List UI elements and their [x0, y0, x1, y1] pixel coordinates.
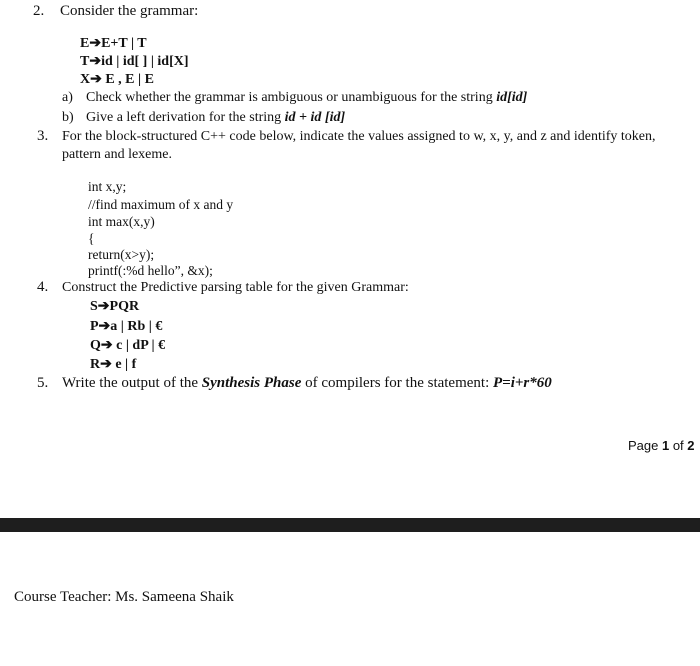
q2a-string: id[id] — [496, 90, 528, 105]
code-line: printf(:%d hello”, &x); — [88, 263, 213, 278]
q2-number: 2. — [33, 3, 45, 19]
q2b-label: b) — [62, 110, 74, 125]
q2a-text: Check whether the grammar is ambiguous or unambiguous for the string id[id] — [86, 90, 528, 105]
code-line: int max(x,y) — [88, 214, 155, 229]
q2b-string: id + id [id] — [284, 110, 346, 125]
q5-statement: P=i+r*60 — [493, 375, 552, 391]
q4-grammar-rule: Q➔ c | dP | € — [90, 338, 166, 353]
code-line: { — [88, 231, 95, 246]
q5-number: 5. — [37, 375, 49, 391]
q4-grammar-rule: S➔PQR — [90, 299, 140, 314]
code-line: return(x>y); — [88, 247, 155, 262]
q2a-label: a) — [62, 90, 73, 105]
q4-grammar-rule: P➔a | Rb | € — [90, 319, 163, 334]
q4-text: Construct the Predictive parsing table for the given Grammar: — [62, 280, 409, 295]
page-break-divider — [0, 518, 700, 532]
q3-number: 3. — [37, 128, 49, 144]
q5-text: Write the output of the Synthesis Phase of compilers for the statement: P=i+r*60 — [62, 375, 552, 391]
code-line: //find maximum of x and y — [88, 197, 234, 212]
q4-grammar-rule: R➔ e | f — [90, 357, 137, 372]
page-number: Page 1 of 2 — [628, 438, 695, 453]
course-teacher: Course Teacher: Ms. Sameena Shaik — [14, 589, 234, 605]
q5-phase: Synthesis Phase — [201, 375, 302, 391]
code-line: int x,y; — [88, 179, 127, 194]
q2-grammar-rule: T➔id | id[ ] | id[X] — [80, 54, 189, 69]
q2b-text: Give a left derivation for the string id + id [id] — [86, 110, 346, 125]
q3-text-line1: For the block-structured C++ code below, indicate the values assigned to w, x, y, and z and identify token, — [62, 129, 656, 144]
q3-text-line2: pattern and lexeme. — [62, 147, 173, 162]
q2-text: Consider the grammar: — [60, 3, 199, 19]
q2-grammar-rule: X➔ E , E | E — [80, 72, 154, 87]
q4-number: 4. — [37, 279, 49, 295]
q2-grammar-rule: E➔E+T | T — [80, 36, 147, 51]
